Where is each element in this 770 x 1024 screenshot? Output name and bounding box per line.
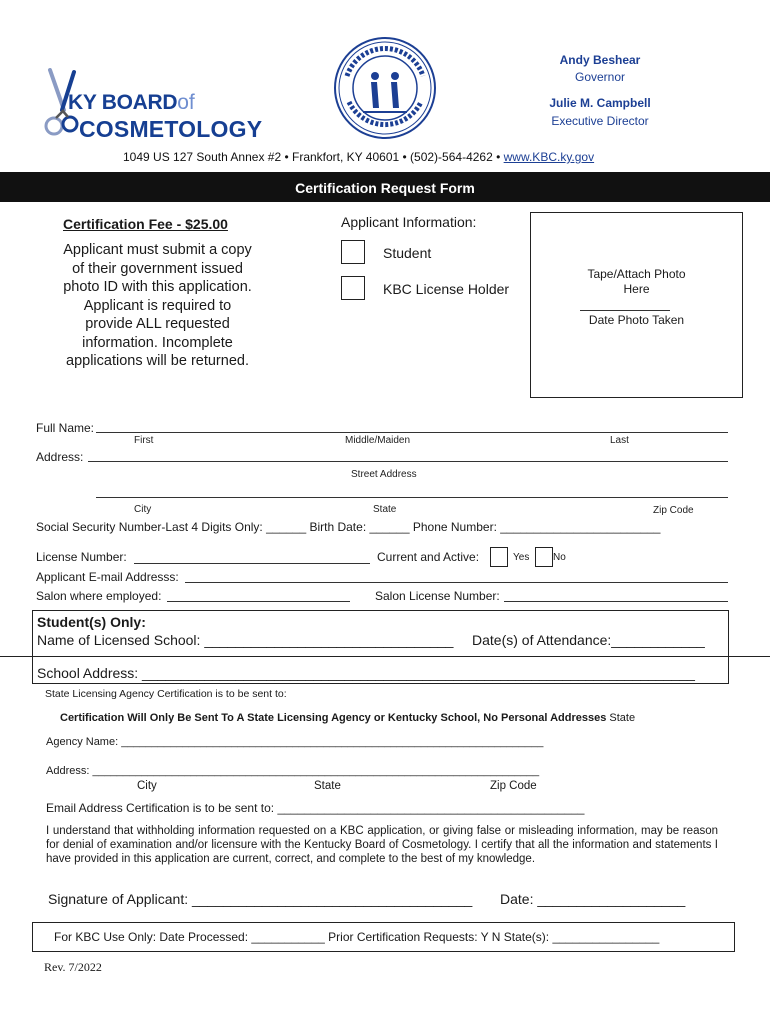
agency-sent-to-label: State Licensing Agency Certification is to be sent to: <box>45 688 287 700</box>
current-active-label: Current and Active: <box>377 550 480 564</box>
state-caption: State <box>373 504 397 515</box>
agency-email-line[interactable]: Email Address Certification is to be sent to: ______________________________________________ <box>46 801 585 815</box>
signature-line[interactable]: Signature of Applicant: ____________________________________ <box>48 891 473 907</box>
address-label: Address: <box>36 450 84 464</box>
logo-board-text: KY BOARD <box>68 91 178 114</box>
last-name-caption: Last <box>610 435 629 446</box>
zip-caption: Zip Code <box>653 505 694 516</box>
street-address-field[interactable] <box>88 461 728 462</box>
school-address-line[interactable]: School Address: _______________________________________________________________________ <box>37 665 695 681</box>
instruction-line: information. Incomplete <box>82 334 233 351</box>
student-option-label: Student <box>383 245 432 261</box>
middle-name-caption: Middle/Maiden <box>345 435 411 446</box>
agency-notice-bold: Certification Will Only Be Sent To A State Licensing Agency or Kentucky School, No Personal Addresses <box>60 712 607 724</box>
license-holder-option-label: KBC License Holder <box>383 281 510 297</box>
instruction-line: applications will be returned. <box>66 353 249 369</box>
instruction-line: provide ALL requested <box>85 316 230 332</box>
board-address: 1049 US 127 South Annex #2 • Frankfort, KY 40601 • (502)-564-4262 • <box>123 150 501 164</box>
logo-of-text: of <box>177 91 195 114</box>
salon-license-label: Salon License Number: <box>375 589 500 603</box>
agency-state-caption: State <box>314 780 341 792</box>
full-name-field[interactable] <box>96 432 728 433</box>
street-address-caption: Street Address <box>351 469 417 480</box>
salon-employed-field[interactable] <box>167 601 350 602</box>
students-heading: Student(s) Only: <box>37 614 146 630</box>
acknowledgement-paragraph: I understand that withholding information requested on a KBC application, or giving false or misleading information, may be reason for denial of examination and/or licensure with the Kentucky Board of Cosmetology. I certify that all the information and statements I have provided in this application are current, correct, and complete to the best of my knowledge. <box>46 825 718 865</box>
student-checkbox[interactable] <box>341 240 365 264</box>
current-active-yes-checkbox[interactable] <box>490 547 508 567</box>
signature-date-line[interactable]: Date: ___________________ <box>500 891 686 907</box>
license-holder-checkbox[interactable] <box>341 276 365 300</box>
email-label: Applicant E-mail Addresss: <box>36 570 179 584</box>
current-active-no-checkbox[interactable] <box>535 547 553 567</box>
director-name: Julie M. Campbell <box>549 96 651 110</box>
city-state-zip-field[interactable] <box>96 497 728 498</box>
agency-notice-tail: State <box>606 712 636 724</box>
fee-instructions <box>40 241 275 371</box>
agency-notice <box>60 712 635 724</box>
instruction-line: Applicant must submit a copy <box>63 242 252 258</box>
email-field[interactable] <box>185 582 728 583</box>
school-name-line[interactable]: Name of Licensed School: ________________________________ <box>37 632 454 648</box>
form-title: Certification Request Form <box>295 180 475 196</box>
agency-address-line[interactable]: Address: _________________________________________________________________________ <box>46 765 540 777</box>
director-title: Executive Director <box>551 114 649 128</box>
photo-date-caption: Date Photo Taken <box>588 313 685 327</box>
governor-name: Andy Beshear <box>559 53 641 67</box>
website-link[interactable]: www.KBC.ky.gov <box>503 150 595 164</box>
contact-line <box>123 150 594 164</box>
photo-instruction: Tape/Attach Photo <box>587 267 686 281</box>
salon-employed-label: Salon where employed: <box>36 589 162 603</box>
governor-title: Governor <box>574 70 626 84</box>
photo-box[interactable] <box>530 212 743 398</box>
attendance-dates-line[interactable]: Date(s) of Attendance:____________ <box>472 632 705 648</box>
salon-license-field[interactable] <box>504 601 728 602</box>
applicant-info-heading: Applicant Information: <box>341 214 477 230</box>
fee-heading: Certification Fee - $25.00 <box>63 216 228 232</box>
revision-label: Rev. 7/2022 <box>44 960 102 974</box>
no-label: No <box>553 552 566 563</box>
agency-city-caption: City <box>137 780 157 792</box>
agency-zip-caption: Zip Code <box>490 780 537 792</box>
ssn-birth-phone-line[interactable]: Social Security Number-Last 4 Digits Only: ______ Birth Date: ______ Phone Number: ________________________ <box>36 520 661 534</box>
license-number-label: License Number: <box>36 550 127 564</box>
instruction-line: Applicant is required to <box>83 297 232 314</box>
license-number-field[interactable] <box>134 563 370 564</box>
office-use-line: For KBC Use Only: Date Processed: ___________ Prior Certification Requests: Y N State(s): ________________ <box>54 930 660 944</box>
yes-label: Yes <box>513 552 530 563</box>
city-caption: City <box>134 504 152 515</box>
kentucky-seal-icon <box>333 36 437 140</box>
first-name-caption: First <box>134 435 154 446</box>
photo-instruction-2: Here <box>623 282 650 296</box>
photo-date-line[interactable] <box>580 310 670 311</box>
agency-name-line[interactable]: Agency Name: _____________________________________________________________________ <box>46 736 544 748</box>
instruction-line: photo ID with this application. <box>63 279 252 295</box>
full-name-label: Full Name: <box>36 421 95 435</box>
instruction-line: of their government issued <box>72 260 243 277</box>
logo-cosmetology-text: COSMETOLOGY <box>79 116 263 142</box>
section-divider <box>0 656 770 657</box>
